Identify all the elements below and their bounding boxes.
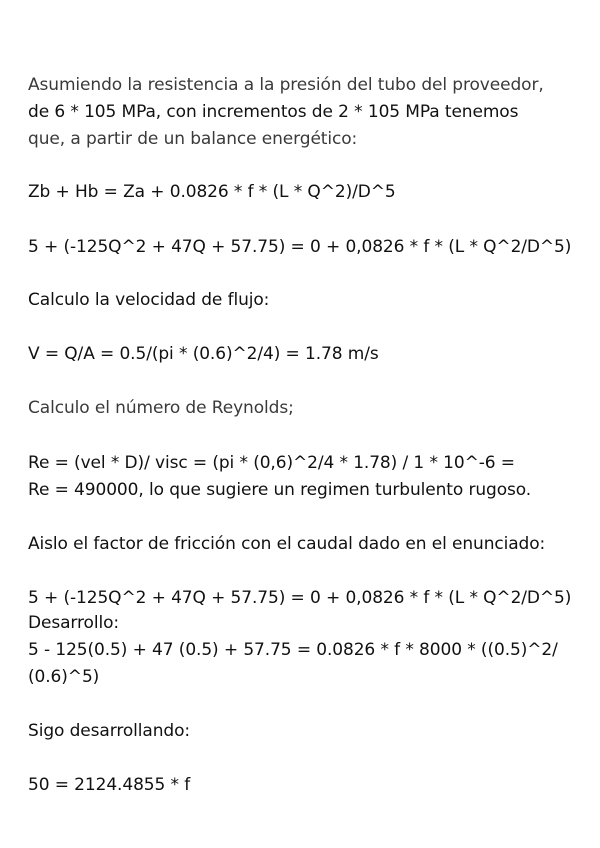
document-page xyxy=(28,0,588,848)
equation-energy-balance: Zb + Hb = Za + 0.0826 * f * (L * Q^2)/D^5 xyxy=(28,182,396,202)
equation-friction-1: 5 + (-125Q^2 + 47Q + 57.75) = 0 + 0,0826 * f * (L * Q^2/D^5) xyxy=(28,588,572,608)
heading-reynolds: Calculo el número de Reynolds; xyxy=(28,398,294,418)
heading-continue: Sigo desarrollando: xyxy=(28,721,190,741)
heading-flow-velocity: Calculo la velocidad de flujo: xyxy=(28,290,270,310)
label-desarrollo: Desarrollo: xyxy=(28,613,120,633)
equation-friction-3: (0.6)^5) xyxy=(28,667,100,687)
text-line-intro-3: que, a partir de un balance energético: xyxy=(28,129,358,149)
heading-friction-factor: Aislo el factor de fricción con el caudal dado en el enunciado: xyxy=(28,534,546,554)
text-line-intro-1: Asumiendo la resistencia a la presión del tubo del proveedor, xyxy=(28,75,544,95)
text-line-intro-2: de 6 * 105 MPa, con incrementos de 2 * 105 MPa tenemos xyxy=(28,102,519,122)
equation-reynolds-2: Re = 490000, lo que sugiere un regimen turbulento rugoso. xyxy=(28,480,532,500)
equation-expanded: 5 + (-125Q^2 + 47Q + 57.75) = 0 + 0,0826 * f * (L * Q^2/D^5) xyxy=(28,237,572,257)
equation-final: 50 = 2124.4855 * f xyxy=(28,775,191,795)
equation-reynolds-1: Re = (vel * D)/ visc = (pi * (0,6)^2/4 * 1.78) / 1 * 10^-6 = xyxy=(28,453,515,473)
equation-friction-2: 5 - 125(0.5) + 47 (0.5) + 57.75 = 0.0826 * f * 8000 * ((0.5)^2/ xyxy=(28,640,558,660)
equation-velocity: V = Q/A = 0.5/(pi * (0.6)^2/4) = 1.78 m/s xyxy=(28,344,379,364)
